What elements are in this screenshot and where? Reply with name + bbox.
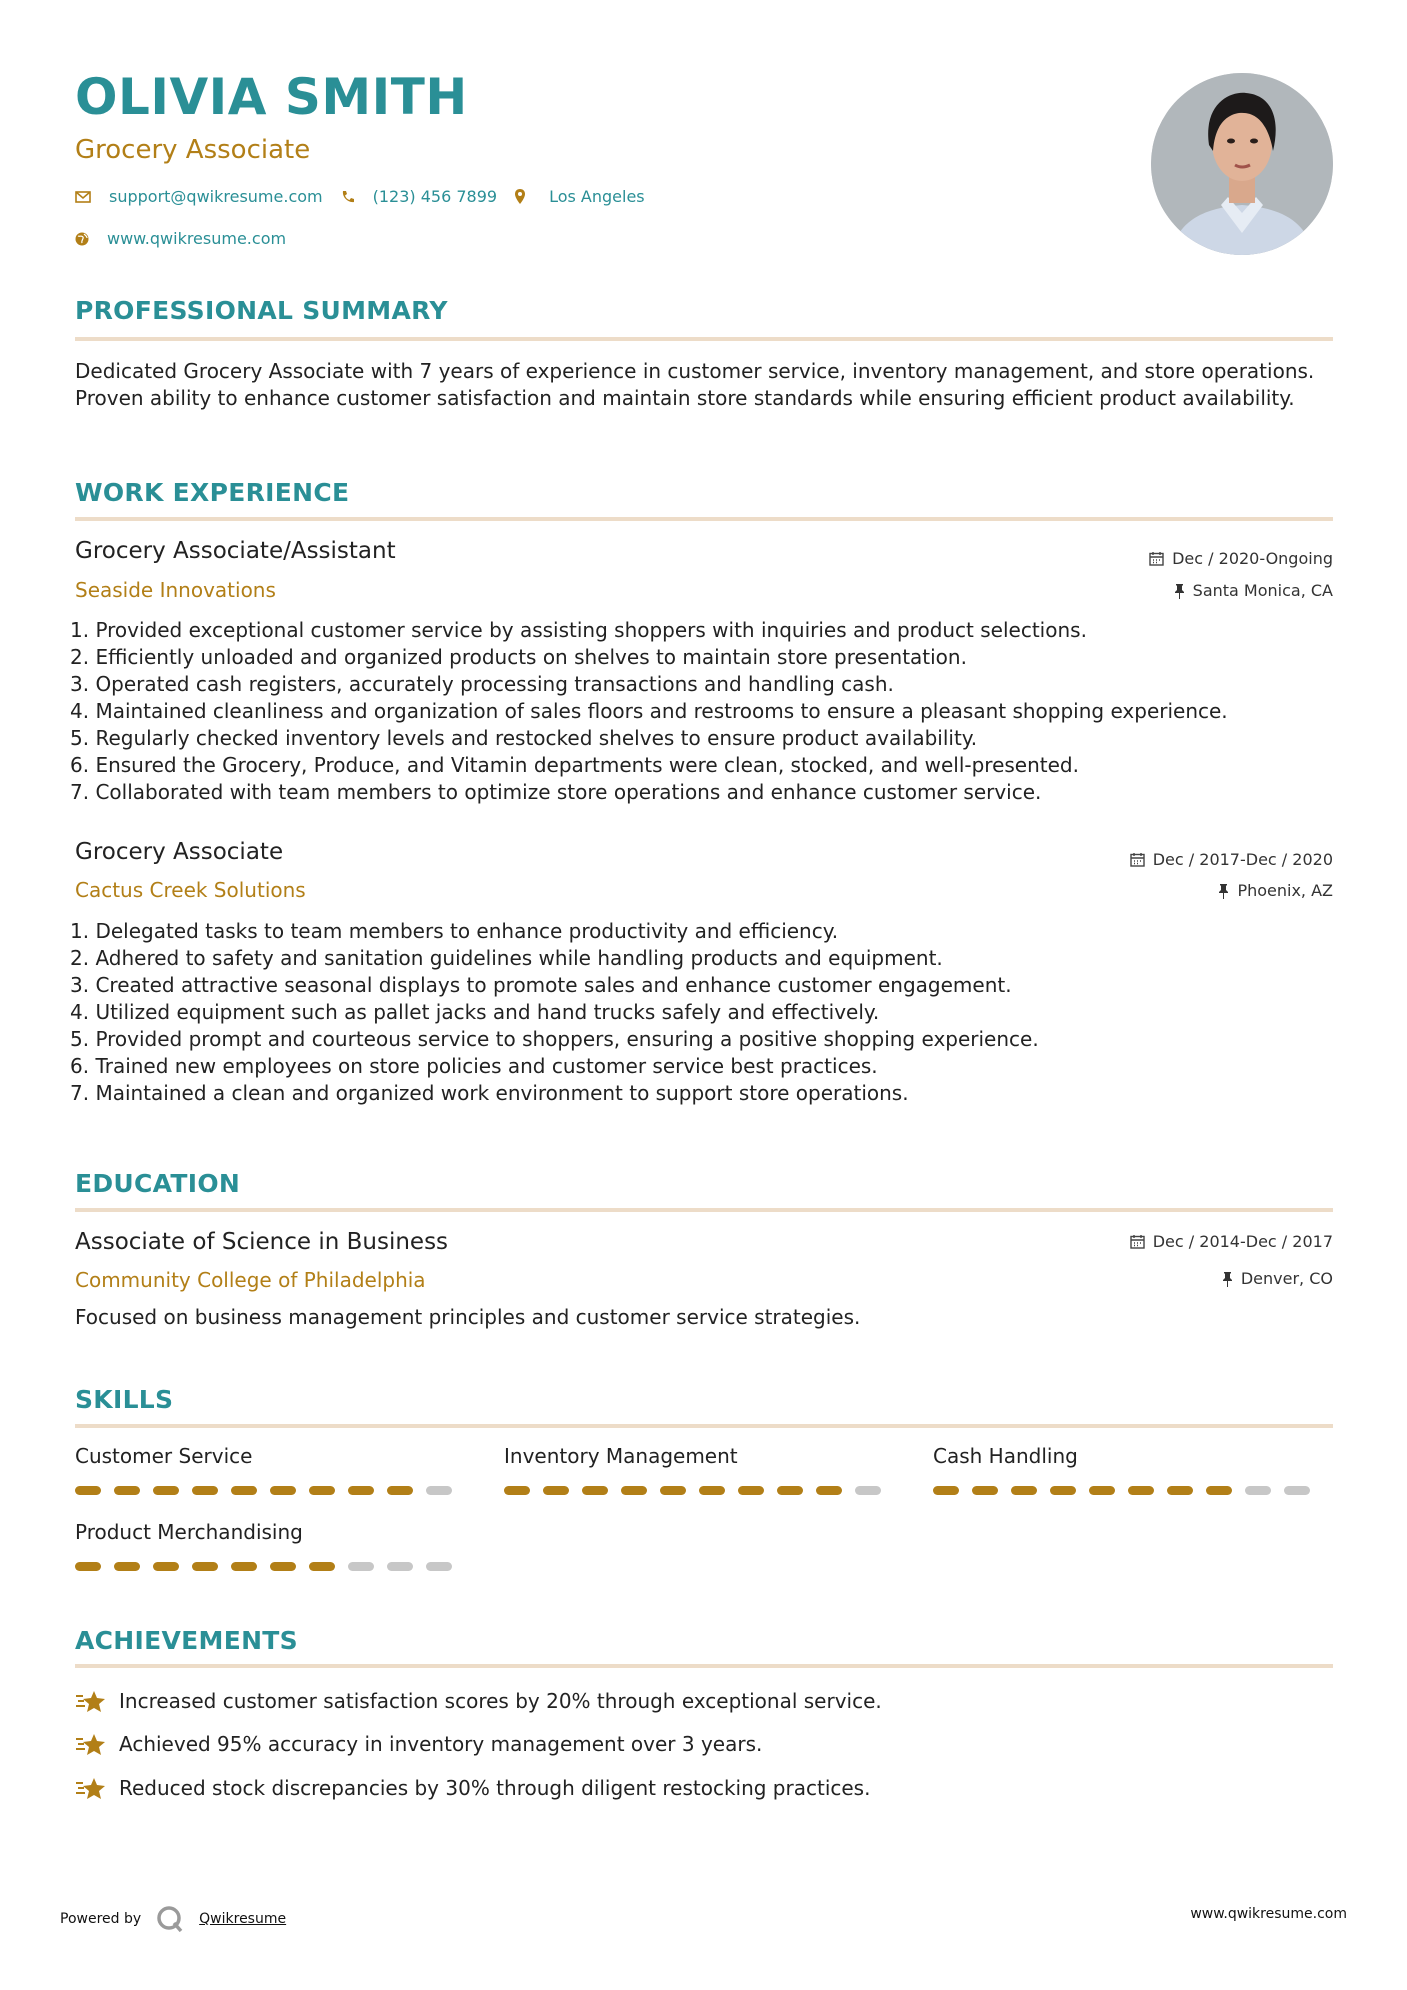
achievement-text: Reduced stock discrepancies by 30% through diligent restocking practices. (119, 1776, 871, 1800)
location-text: Los Angeles (549, 187, 645, 206)
skill-segment-filled (660, 1486, 686, 1495)
skill-item (504, 1444, 881, 1495)
calendar-icon (1130, 852, 1145, 867)
education-dates-text: Dec / 2014-Dec / 2017 (1152, 1232, 1333, 1251)
summary-divider (75, 337, 1333, 341)
skill-segment-filled (1050, 1486, 1076, 1495)
skill-meter (75, 1562, 452, 1571)
skill-name: Inventory Management (504, 1444, 738, 1468)
skill-segment-filled (1206, 1486, 1232, 1495)
qwikresume-logo-icon (155, 1904, 185, 1934)
skills-heading: SKILLS (75, 1385, 174, 1414)
skill-segment-filled (192, 1486, 218, 1495)
skill-segment-empty (387, 1562, 413, 1571)
job-location (1218, 881, 1333, 900)
skill-segment-filled (231, 1486, 257, 1495)
achievement-item (75, 1775, 870, 1801)
skill-segment-filled (1089, 1486, 1115, 1495)
contact-phone[interactable] (341, 187, 497, 206)
pushpin-icon (1218, 883, 1229, 899)
list-item: 7. Collaborated with team members to optimize store operations and enhance customer service. (70, 780, 1042, 804)
education-heading: EDUCATION (75, 1169, 241, 1198)
skill-segment-empty (1284, 1486, 1310, 1495)
map-pin-icon (515, 189, 525, 204)
school-name: Community College of Philadelphia (75, 1268, 426, 1292)
skill-segment-filled (75, 1486, 101, 1495)
skill-segment-filled (621, 1486, 647, 1495)
skill-segment-filled (1167, 1486, 1193, 1495)
candidate-title: Grocery Associate (75, 135, 311, 165)
skill-name: Cash Handling (933, 1444, 1078, 1468)
skill-segment-empty (426, 1486, 452, 1495)
experience-heading: WORK EXPERIENCE (75, 478, 350, 507)
skill-segment-filled (1011, 1486, 1037, 1495)
skill-segment-filled (777, 1486, 803, 1495)
summary-heading: PROFESSIONAL SUMMARY (75, 296, 448, 325)
skill-segment-filled (192, 1562, 218, 1571)
skills-divider (75, 1424, 1333, 1428)
job-title: Grocery Associate/Assistant (75, 538, 396, 564)
job-company: Cactus Creek Solutions (75, 878, 306, 902)
skill-segment-filled (1128, 1486, 1154, 1495)
pushpin-icon (1174, 583, 1185, 599)
website-text: www.qwikresume.com (107, 229, 287, 248)
skill-segment-filled (231, 1562, 257, 1571)
skill-item (75, 1444, 452, 1495)
skill-segment-filled (75, 1562, 101, 1571)
education-location-text: Denver, CO (1240, 1269, 1333, 1288)
list-item: 2. Efficiently unloaded and organized products on shelves to maintain store presentation. (70, 645, 967, 669)
skill-segment-empty (855, 1486, 881, 1495)
list-item: 5. Provided prompt and courteous service to shoppers, ensuring a positive shopping experience. (70, 1027, 1039, 1051)
skill-segment-empty (426, 1562, 452, 1571)
contact-location (515, 187, 645, 206)
job-dates-text: Dec / 2017-Dec / 2020 (1152, 850, 1333, 869)
job-location-text: Santa Monica, CA (1192, 581, 1333, 600)
education-location (1222, 1269, 1333, 1288)
skill-name: Customer Service (75, 1444, 253, 1468)
job-location-text: Phoenix, AZ (1237, 881, 1333, 900)
skill-segment-filled (582, 1486, 608, 1495)
skill-segment-filled (114, 1486, 140, 1495)
globe-icon (75, 232, 89, 246)
job-bullets (70, 918, 1039, 1107)
achievement-item (75, 1731, 762, 1757)
job-company: Seaside Innovations (75, 578, 276, 602)
list-item: 6. Ensured the Grocery, Produce, and Vitamin departments were clean, stocked, and well-presented. (70, 753, 1079, 777)
summary-text: Dedicated Grocery Associate with 7 years of experience in customer service, inventory management, and store operations. Proven ability to enhance customer satisfaction and maintain store standards while ensuring efficient product availability. (75, 359, 1315, 410)
skill-segment-filled (348, 1486, 374, 1495)
calendar-icon (1130, 1234, 1145, 1249)
phone-text: (123) 456 7899 (372, 187, 498, 206)
achievement-text: Achieved 95% accuracy in inventory management over 3 years. (119, 1732, 763, 1756)
skill-segment-filled (114, 1562, 140, 1571)
list-item: 3. Operated cash registers, accurately processing transactions and handling cash. (70, 672, 894, 696)
list-item: 2. Adhered to safety and sanitation guidelines while handling products and equipment. (70, 946, 943, 970)
skill-segment-empty (1245, 1486, 1271, 1495)
list-item: 7. Maintained a clean and organized work environment to support store operations. (70, 1081, 909, 1105)
skill-segment-filled (738, 1486, 764, 1495)
contact-email[interactable] (75, 187, 323, 206)
skill-segment-filled (309, 1486, 335, 1495)
skill-segment-filled (270, 1486, 296, 1495)
skill-segment-filled (153, 1562, 179, 1571)
skill-segment-filled (543, 1486, 569, 1495)
list-item: 3. Created attractive seasonal displays to promote sales and enhance customer engagement. (70, 973, 1012, 997)
job-dates (1130, 850, 1333, 869)
skill-meter (933, 1486, 1310, 1495)
achievements-heading: ACHIEVEMENTS (75, 1626, 298, 1655)
degree-title: Associate of Science in Business (75, 1229, 449, 1255)
envelope-icon (75, 191, 91, 203)
job-location (1174, 581, 1333, 600)
skill-segment-filled (387, 1486, 413, 1495)
skill-item (75, 1520, 452, 1571)
skill-segment-filled (309, 1562, 335, 1571)
contact-row (75, 187, 645, 206)
education-description: Focused on business management principles and customer service strategies. (75, 1305, 861, 1329)
job-title: Grocery Associate (75, 839, 284, 865)
job-bullets (70, 617, 1228, 806)
skill-item (933, 1444, 1310, 1495)
profile-photo (1151, 73, 1333, 255)
list-item: 1. Provided exceptional customer service by assisting shoppers with inquiries and product selections. (70, 618, 1087, 642)
list-item: 5. Regularly checked inventory levels and restocked shelves to ensure product availability. (70, 726, 978, 750)
experience-divider (75, 517, 1333, 521)
skill-name: Product Merchandising (75, 1520, 303, 1544)
skill-segment-filled (972, 1486, 998, 1495)
skill-meter (75, 1486, 452, 1495)
job-dates-text: Dec / 2020-Ongoing (1172, 549, 1333, 568)
achievement-item (75, 1688, 882, 1714)
candidate-name: OLIVIA SMITH (75, 68, 468, 126)
footer-powered-by (60, 1904, 286, 1934)
skill-segment-filled (699, 1486, 725, 1495)
skill-meter (504, 1486, 881, 1495)
list-item: 4. Maintained cleanliness and organization of sales floors and restrooms to ensure a pleasant shopping experience. (70, 699, 1228, 723)
achievement-text: Increased customer satisfaction scores by 20% through exceptional service. (119, 1689, 882, 1713)
shooting-star-icon (75, 1775, 107, 1801)
education-divider (75, 1208, 1333, 1212)
calendar-icon (1149, 551, 1164, 566)
job-dates (1149, 549, 1333, 568)
education-dates (1130, 1232, 1333, 1251)
email-text: support@qwikresume.com (109, 187, 323, 206)
skill-segment-filled (933, 1486, 959, 1495)
list-item: 1. Delegated tasks to team members to enhance productivity and efficiency. (70, 919, 839, 943)
contact-website[interactable] (75, 229, 286, 248)
shooting-star-icon (75, 1688, 107, 1714)
shooting-star-icon (75, 1731, 107, 1757)
skill-segment-filled (153, 1486, 179, 1495)
list-item: 6. Trained new employees on store policies and customer service best practices. (70, 1054, 878, 1078)
skill-segment-empty (348, 1562, 374, 1571)
powered-by-label: Powered by (60, 1911, 142, 1927)
skill-segment-filled (816, 1486, 842, 1495)
pushpin-icon (1222, 1271, 1233, 1287)
skill-segment-filled (270, 1562, 296, 1571)
achievements-divider (75, 1664, 1333, 1668)
brand-link[interactable]: Qwikresume (199, 1911, 287, 1927)
list-item: 4. Utilized equipment such as pallet jacks and hand trucks safely and effectively. (70, 1000, 880, 1024)
footer-website[interactable]: www.qwikresume.com (1190, 1906, 1347, 1922)
skill-segment-filled (504, 1486, 530, 1495)
phone-icon (341, 190, 355, 204)
